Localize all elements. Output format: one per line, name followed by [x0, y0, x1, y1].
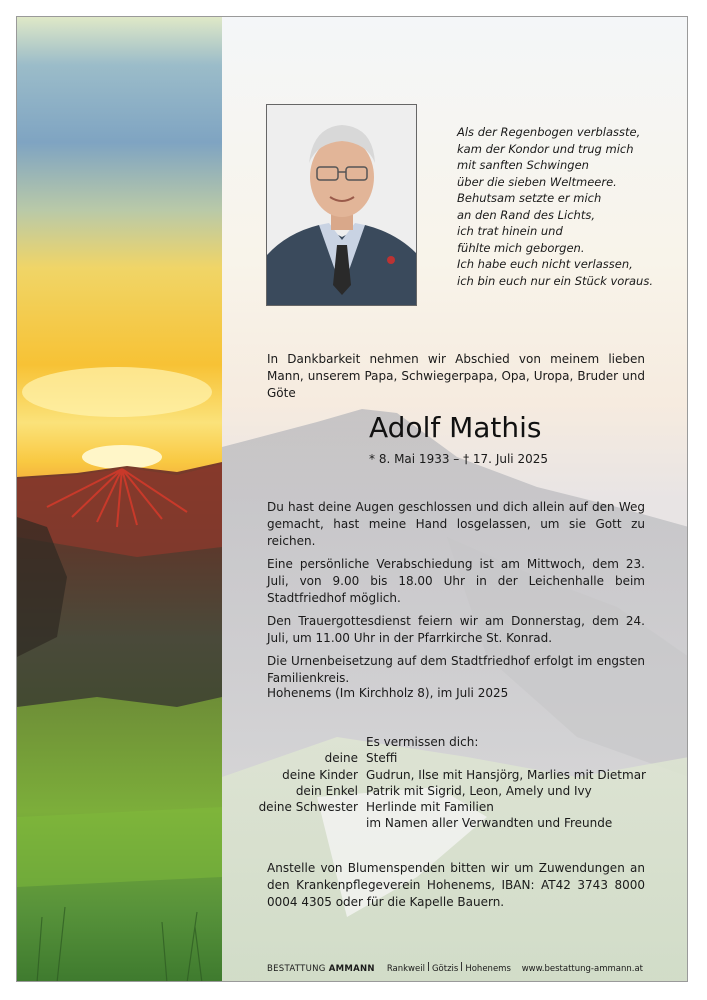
mourner-label: deine — [324, 751, 358, 766]
footer — [267, 961, 643, 977]
paragraph: Du hast deine Augen geschlossen und dich allein auf den Weg gemacht, hast meine Hand losgelassen, um sie Gott zu reichen. — [267, 500, 645, 548]
announcement-body — [267, 499, 645, 693]
mourner-label — [217, 734, 366, 750]
donation-note: Anstelle von Blumenspenden bitten wir um Zuwendungen an den Krankenpflegeverein Hohenems, IBAN: AT42 3743 8000 0004 4305 oder für die Kapelle Bauern. — [267, 861, 645, 909]
footer-website-link[interactable]: www.bestattung-ammann.at — [521, 964, 643, 974]
mourner-label: dein Enkel — [295, 783, 358, 798]
mourner-row — [217, 750, 647, 766]
poem-line: über die sieben Weltmeere. — [457, 174, 617, 189]
paragraph: Eine persönliche Verabschiedung ist am Mittwoch, dem 23. Juli, von 9.00 bis 18.00 Uhr in der Leichenhalle beim Stadtfriedhof möglich. — [267, 557, 645, 605]
life-dates: * 8. Mai 1933 – † 17. Juli 2025 — [369, 452, 548, 466]
brand-name: AMMANN — [328, 964, 375, 974]
footer-location: Götzis — [431, 964, 459, 974]
mourner-names: im Namen aller Verwandten und Freunde — [366, 816, 613, 831]
brand-prefix: BESTATTUNG — [267, 964, 326, 974]
mourners-list — [217, 734, 647, 832]
portrait-illustration — [267, 105, 417, 306]
mourner-names: Herlinde mit Familien — [366, 800, 494, 815]
funeral-home-brand — [267, 961, 375, 977]
mourners-heading: Es vermissen dich: — [366, 735, 479, 749]
paragraph: Die Urnenbeisetzung auf dem Stadtfriedhof erfolgt im engsten Familienkreis. — [267, 654, 645, 685]
mourners-heading-row — [217, 734, 647, 750]
poem-line: ich bin euch nur ein Stück voraus. — [457, 273, 653, 288]
intro-text: In Dankbarkeit nehmen wir Abschied von meinem lieben Mann, unserem Papa, Schwiegerpapa, Opa, Uropa, Bruder und Göte — [267, 352, 645, 400]
mourner-names: Steffi — [366, 751, 398, 766]
poem-line: mit sanften Schwingen — [457, 158, 589, 172]
mourner-label: deine Schwester — [258, 800, 358, 815]
poem — [457, 124, 682, 289]
poem-line: Ich habe euch nicht verlassen, — [457, 257, 633, 271]
mourner-row — [217, 767, 647, 783]
paragraph: Den Trauergottesdienst feiern wir am Donnerstag, dem 24. Juli, um 11.00 Uhr in der Pfarrkirche St. Konrad. — [267, 614, 645, 645]
poem-line: Behutsam setzte er mich — [457, 191, 602, 205]
mourner-names: Gudrun, Ilse mit Hansjörg, Marlies mit Dietmar — [366, 767, 646, 782]
footer-location: Hohenems — [465, 964, 511, 974]
mourner-row — [217, 815, 647, 831]
poem-line: an den Rand des Lichts, — [457, 207, 595, 222]
obituary-content — [17, 17, 688, 982]
poem-line: ich trat hinein und — [457, 224, 563, 238]
mourner-label: deine Kinder — [282, 767, 358, 782]
poem-line: kam der Kondor und trug mich — [457, 141, 634, 156]
footer-divider — [461, 962, 462, 971]
page-frame — [16, 16, 688, 982]
mourner-names: Patrik mit Sigrid, Leon, Amely und Ivy — [366, 783, 592, 798]
poem-line: fühlte mich geborgen. — [457, 240, 585, 255]
poem-line: Als der Regenbogen verblasste, — [457, 125, 641, 139]
footer-divider — [428, 962, 429, 971]
mourner-row — [217, 783, 647, 799]
place-date: Hohenems (Im Kirchholz 8), im Juli 2025 — [267, 686, 509, 700]
mourner-label — [217, 815, 366, 831]
deceased-name: Adolf Mathis — [369, 411, 542, 444]
portrait-photo — [266, 104, 417, 306]
mourner-row — [217, 799, 647, 815]
footer-location: Rankweil — [386, 964, 425, 974]
